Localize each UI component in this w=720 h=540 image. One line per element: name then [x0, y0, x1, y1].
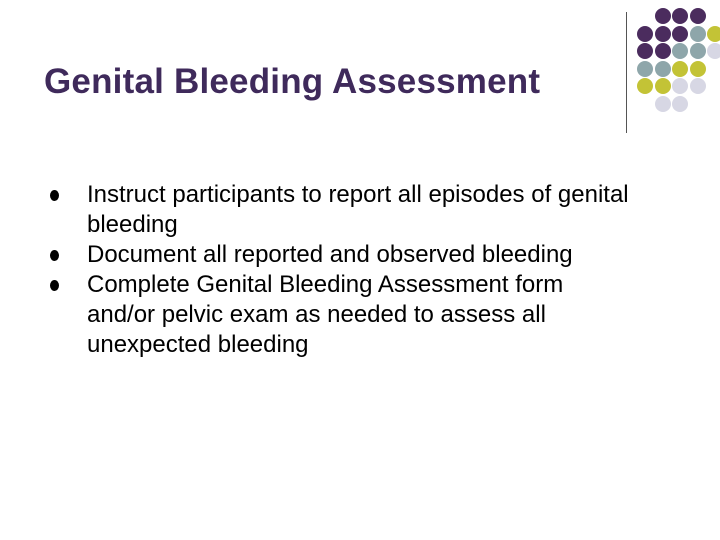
- decorative-dot-grid: [637, 8, 720, 118]
- decorative-dot: [690, 43, 706, 59]
- decorative-dot: [637, 61, 653, 77]
- decorative-dot: [690, 61, 706, 77]
- decorative-dot: [707, 26, 720, 42]
- decorative-dot: [672, 26, 688, 42]
- bullet-icon: [50, 280, 59, 291]
- decorative-dot: [672, 61, 688, 77]
- decorative-dot: [637, 43, 653, 59]
- decorative-dot: [672, 8, 688, 24]
- bullet-icon: [50, 190, 59, 201]
- decorative-dot: [655, 78, 671, 94]
- bullet-list: [50, 180, 630, 360]
- bullet-text: Instruct participants to report all episodes of genital bleeding: [87, 181, 629, 238]
- decorative-dot: [655, 96, 671, 112]
- decorative-dot: [707, 43, 720, 59]
- bullet-item: [50, 270, 630, 360]
- bullet-icon: [50, 250, 59, 261]
- decorative-dot: [672, 96, 688, 112]
- title-divider-line: [626, 12, 627, 133]
- bullet-item: [50, 180, 630, 240]
- decorative-dot: [690, 8, 706, 24]
- decorative-dot: [690, 78, 706, 94]
- decorative-dot: [655, 43, 671, 59]
- decorative-dot: [672, 43, 688, 59]
- bullet-text: Complete Genital Bleeding Assessment form and/or pelvic exam as needed to assess all unexpected bleeding: [87, 271, 564, 358]
- decorative-dot: [690, 26, 706, 42]
- bullet-item: [50, 240, 630, 270]
- decorative-dot: [655, 26, 671, 42]
- decorative-dot: [637, 78, 653, 94]
- bullet-text: Document all reported and observed bleeding: [87, 241, 573, 268]
- slide-title: Genital Bleeding Assessment: [44, 62, 541, 101]
- decorative-dot: [655, 8, 671, 24]
- decorative-dot: [655, 61, 671, 77]
- decorative-dot: [637, 26, 653, 42]
- decorative-dot: [672, 78, 688, 94]
